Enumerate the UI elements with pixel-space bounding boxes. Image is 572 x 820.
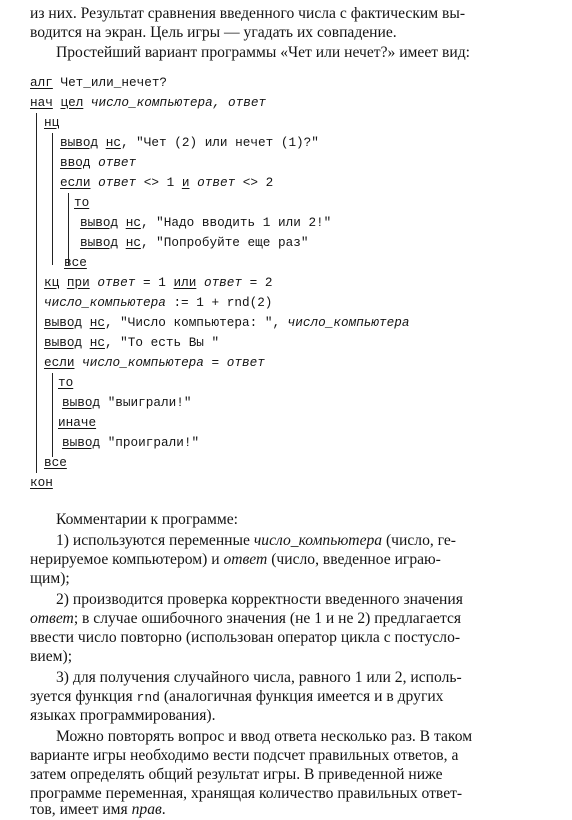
code-line: вывод нс, "Попробуйте еще раз" xyxy=(80,235,309,250)
code-line: число_компьютера := 1 + rnd(2) xyxy=(44,295,273,310)
code-line: кон xyxy=(30,475,53,490)
intro-line: из них. Результат сравнения введенного числа с фактическим вы- xyxy=(30,5,466,22)
code-line: если ответ <> 1 и ответ <> 2 xyxy=(60,175,274,190)
code-line: вывод нс, "То есть Вы " xyxy=(44,335,220,350)
comment-item: зуется функция rnd (аналогичная функция имеется и в других xyxy=(30,688,444,705)
outro-line: затем определять общий результат игры. В приведенной ниже xyxy=(30,766,443,783)
block-bar-outer xyxy=(36,113,37,473)
intro-line: Простейший вариант программы «Чет или нечет?» имеет вид: xyxy=(56,44,470,61)
outro-line: варианте игры необходимо вести подсчет правильных ответов, а xyxy=(30,747,459,764)
comment-item: вием); xyxy=(30,648,73,665)
code-line: кц при ответ = 1 или ответ = 2 xyxy=(44,275,273,290)
code-listing xyxy=(30,73,550,493)
code-line: вывод нс, "Надо вводить 1 или 2!" xyxy=(80,215,332,230)
outro-line: тов, имеет имя прав. xyxy=(30,801,166,818)
code-line: нач цел число_компьютера, ответ xyxy=(30,95,267,110)
comment-item: ответ; в случае ошибочного значения (не 1 и не 2) предлагается xyxy=(30,610,462,627)
comment-item: 1) используются переменные число_компьютера (число, ге- xyxy=(56,532,456,549)
code-line: нц xyxy=(44,115,60,130)
code-line: то xyxy=(58,375,74,390)
intro-line: водится на экран. Цель игры — угадать их совпадение. xyxy=(30,24,397,41)
outro-line: Можно повторять вопрос и ввод ответа несколько раз. В таком xyxy=(56,728,473,745)
code-line: ввод ответ xyxy=(60,155,137,170)
outro-line: программе переменная, хранящая количество правильных ответ- xyxy=(30,785,463,802)
block-bar-loop xyxy=(52,133,53,265)
comment-item: ввести число повторно (использован оператор цикла с постусло- xyxy=(30,629,461,646)
code-line: все xyxy=(44,455,67,470)
code-line: иначе xyxy=(58,415,97,430)
code-line: все xyxy=(64,255,87,270)
code-line: вывод нс, "Число компьютера: ", число_компьютера xyxy=(44,315,410,330)
comment-item: 3) для получения случайного числа, равного 1 или 2, исполь- xyxy=(56,669,462,686)
code-line: если число_компьютера = ответ xyxy=(44,355,265,370)
comments-heading: Комментарии к программе: xyxy=(56,511,238,528)
comment-item: языках программирования). xyxy=(30,707,216,724)
code-line: алг Чет_или_нечет? xyxy=(30,75,168,90)
code-line: вывод "проиграли!" xyxy=(62,435,200,450)
code-line: вывод нс, "Чет (2) или нечет (1)?" xyxy=(60,135,319,150)
comment-item: нерируемое компьютером) и ответ (число, введенное играю- xyxy=(30,551,441,568)
comment-item: щим); xyxy=(30,570,70,587)
code-line: то xyxy=(74,195,90,210)
comment-item: 2) производится проверка корректности введенного значения xyxy=(56,591,463,608)
block-bar-if2 xyxy=(52,373,53,457)
code-line: вывод "выиграли!" xyxy=(62,395,192,410)
